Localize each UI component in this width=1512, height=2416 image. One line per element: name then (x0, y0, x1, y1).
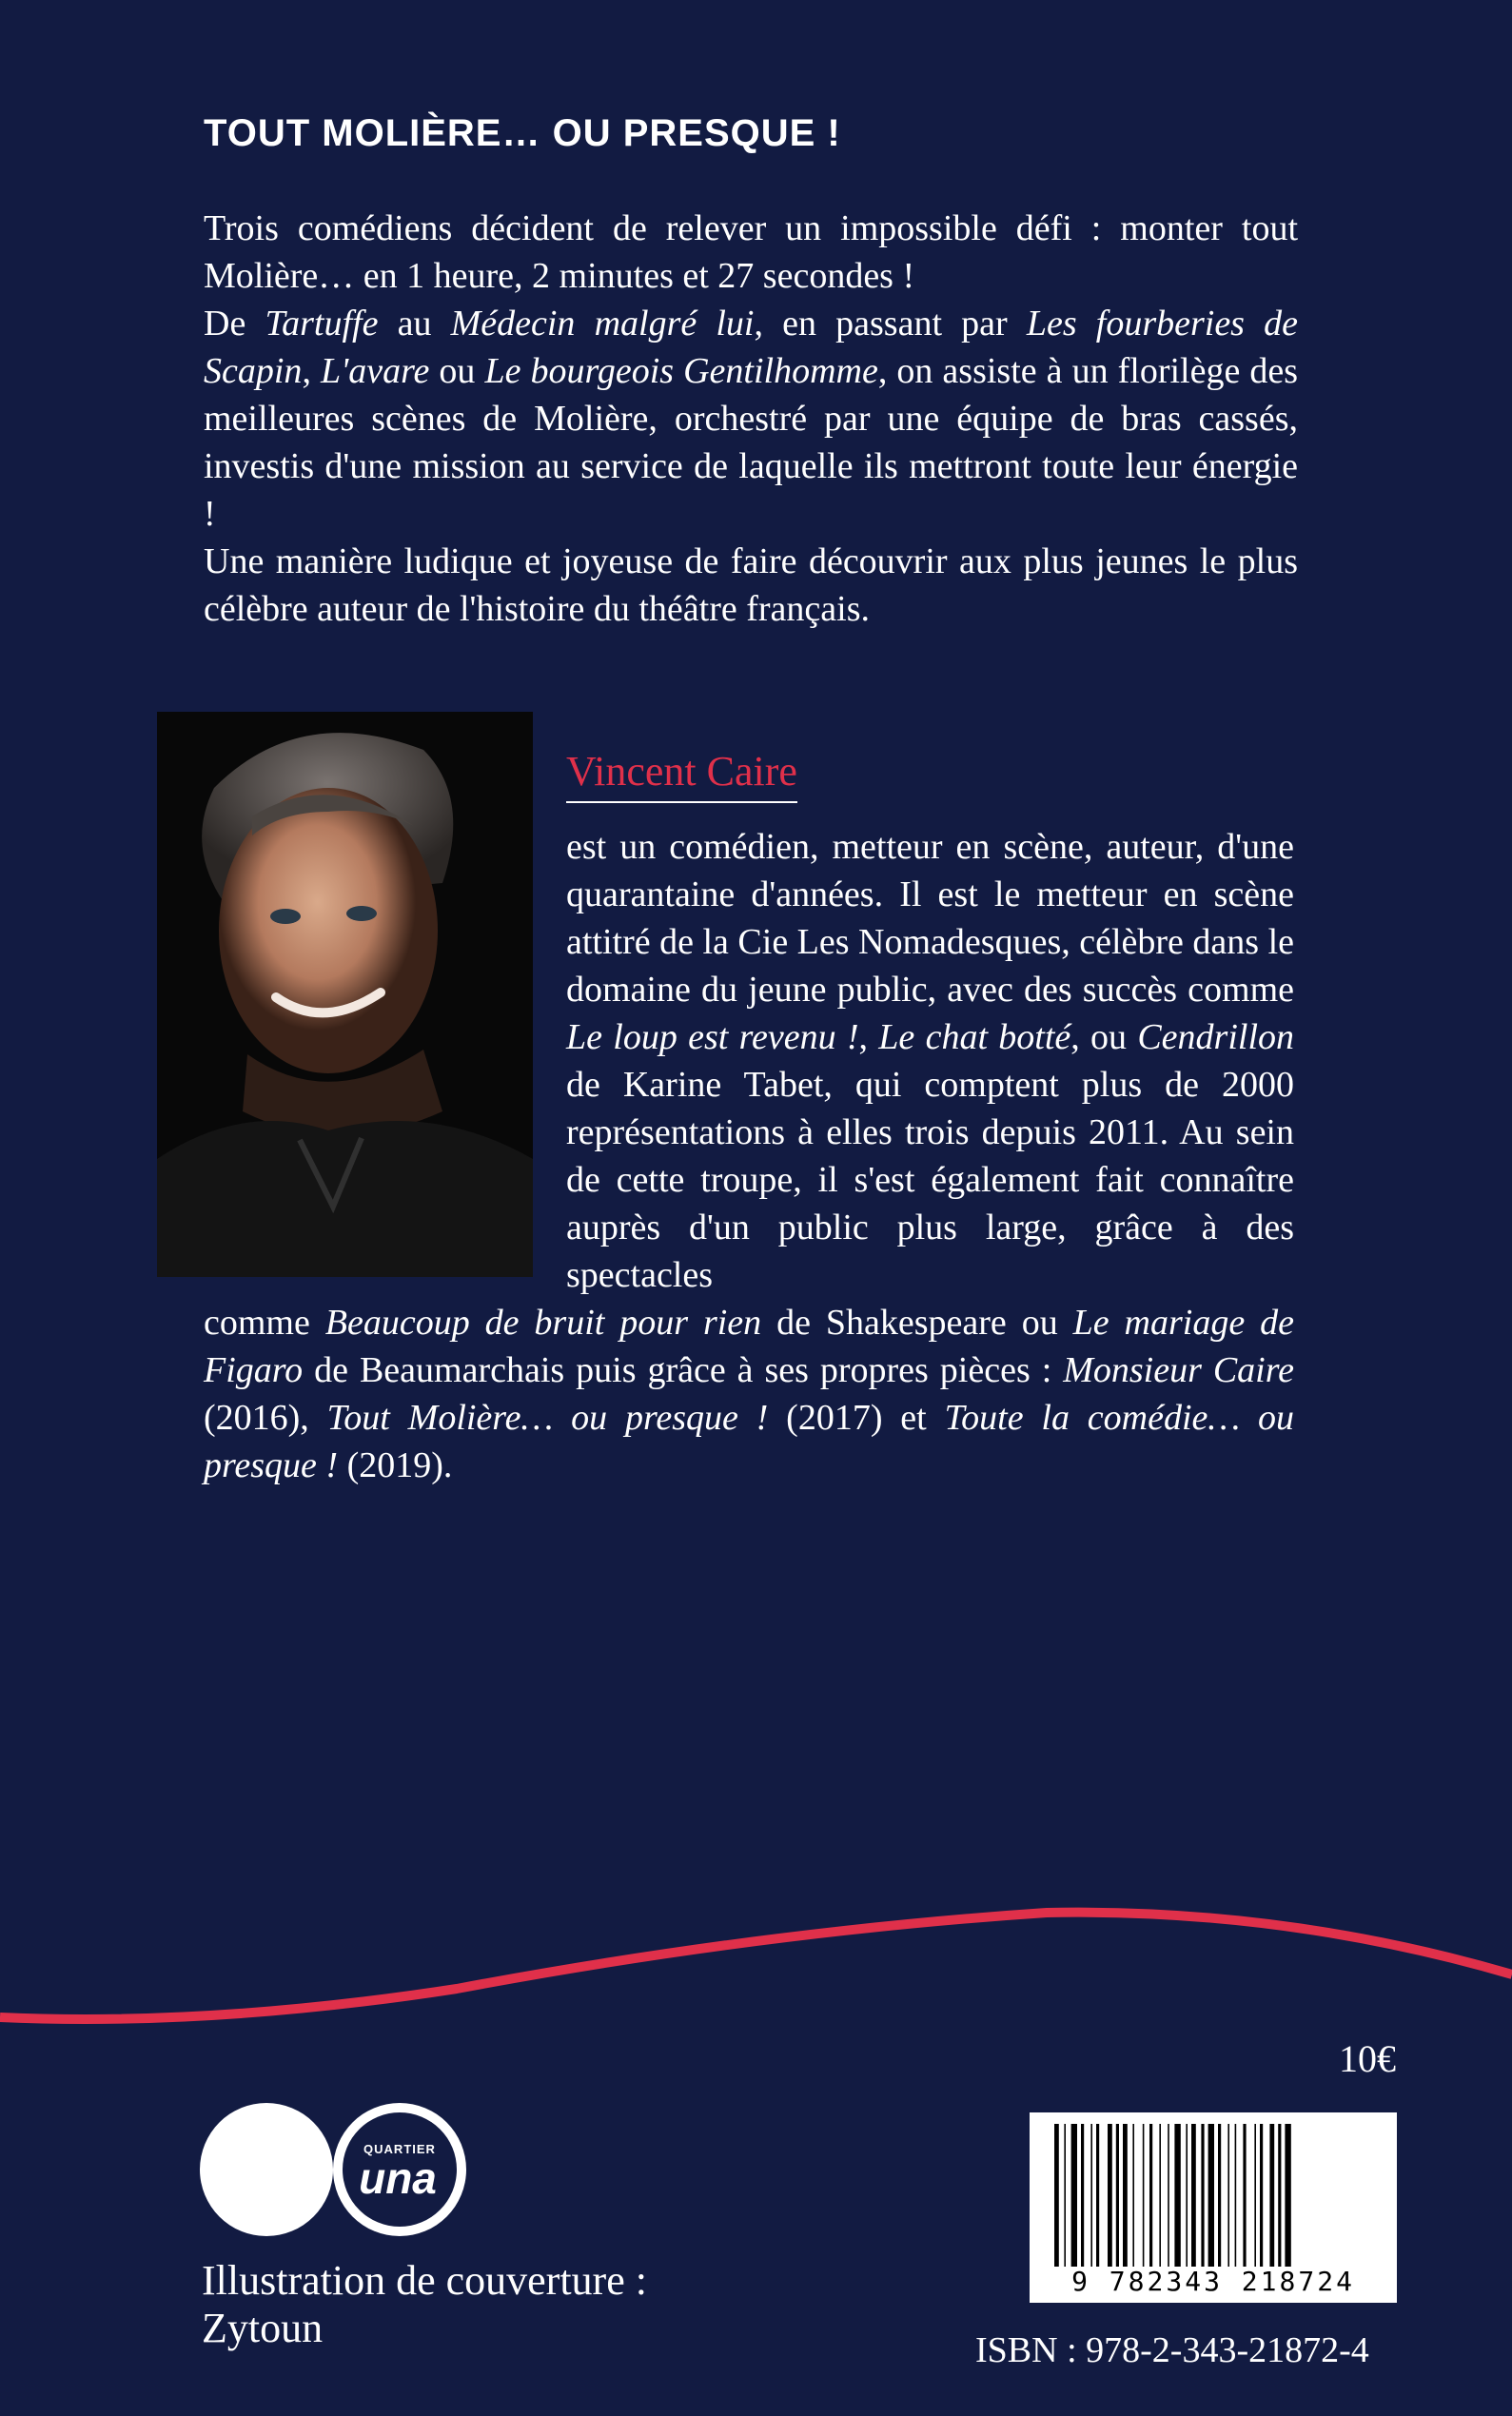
title-bourgeois: Le bourgeois Gentilhomme (484, 351, 878, 391)
title-tout: Tout Molière… ou presque ! (326, 1398, 769, 1438)
text-fragment: est un comédien, metteur en scène, auteur, d'une quarantaine d'années. Il est le metteur en scène attitré de la Cie Les Nomadesques, célèbre dans le domaine du jeune public, avec des succès comme (566, 827, 1294, 1010)
bio-paragraph (566, 823, 1294, 1299)
text-fragment: ou (429, 351, 485, 391)
price: 10€ (1339, 2037, 1396, 2080)
title-fourberies: Les fourberies de Scapin (204, 304, 1298, 391)
barcode-bar (1235, 2124, 1237, 2267)
barcode-bar (1108, 2124, 1112, 2267)
text-fragment: de Karine Tabet, qui comptent plus de 2000 représentations à elles trois depuis 2011. Au sein de cette troupe, il s'est également fait connaître auprès d'un public plus large, grâce à des spectacles (566, 1065, 1294, 1295)
logo-small-text: QUARTIER (363, 2142, 436, 2156)
barcode-bar (1201, 2124, 1204, 2267)
title-toute: Toute la comédie… ou presque ! (204, 1398, 1294, 1485)
cover-credit (202, 2257, 647, 2352)
text-fragment: comme (204, 1303, 325, 1343)
barcode-bar (1159, 2124, 1161, 2267)
barcode-bar (1116, 2124, 1119, 2267)
barcode-bar (1081, 2124, 1084, 2267)
barcode-bar (1285, 2124, 1290, 2267)
credit-author: Zytoun (202, 2305, 324, 2351)
barcode (1030, 2112, 1397, 2303)
barcode-bar (1096, 2124, 1099, 2267)
text-fragment: , en passant par (754, 304, 1027, 344)
publisher-logo (200, 2098, 485, 2246)
barcode-bar (1149, 2124, 1152, 2267)
bio-paragraph (204, 1299, 1294, 1489)
text-fragment: (2019). (338, 1445, 453, 1485)
barcode-bar (1227, 2124, 1229, 2267)
author-name: Vincent Caire (566, 747, 797, 803)
barcode-bar (1243, 2124, 1246, 2267)
barcode-bar (1208, 2124, 1214, 2267)
title-tartuffe: Tartuffe (265, 304, 379, 344)
text-fragment: (2016), (204, 1398, 327, 1438)
barcode-bar (1186, 2124, 1188, 2267)
barcode-bar (1191, 2124, 1196, 2267)
title-avare: L'avare (320, 351, 430, 391)
barcode-bar (1254, 2124, 1256, 2267)
barcode-bar (1174, 2124, 1180, 2267)
text-fragment: au (378, 304, 451, 344)
summary-paragraph: Une manière ludique et joyeuse de faire découvrir aux plus jeunes le plus célèbre auteur de l'histoire du théâtre français. (204, 541, 1298, 629)
logo-main-text: una (359, 2153, 437, 2203)
barcode-digits: 9 782343 218724 (1071, 2266, 1355, 2297)
barcode-bar (1054, 2124, 1059, 2267)
author-heading (566, 747, 797, 803)
title-monsieur: Monsieur Caire (1063, 1350, 1294, 1390)
text-fragment: , (302, 351, 321, 391)
text-fragment: , ou (1070, 1017, 1138, 1057)
isbn: ISBN : 978-2-343-21872-4 (975, 2330, 1369, 2370)
title-cendrillon: Cendrillon (1137, 1017, 1295, 1057)
title-figaro: Le mariage de Figaro (204, 1303, 1294, 1390)
summary-text (204, 205, 1298, 633)
barcode-bar (1218, 2124, 1221, 2267)
barcode-bar (1269, 2124, 1274, 2267)
barcode-bar (1143, 2124, 1145, 2267)
barcode-bar (1168, 2124, 1169, 2267)
text-fragment: De (204, 304, 265, 344)
text-fragment: de Beaumarchais puis grâce à ses propres pièces : (303, 1350, 1064, 1390)
title-beaucoup: Beaucoup de bruit pour rien (324, 1303, 762, 1343)
author-photo (157, 712, 533, 1277)
text-fragment: de Shakespeare ou (761, 1303, 1073, 1343)
barcode-bar (1260, 2124, 1263, 2267)
text-fragment: , on assiste à un florilège des meilleures scènes de Molière, orchestré par une équipe de bras cassés, investis d'une mission au service de laquelle ils mettront toute leur énergie ! (204, 351, 1299, 534)
text-fragment: , (858, 1017, 879, 1057)
credit-line: Illustration de couverture : (202, 2257, 647, 2304)
barcode-bar (1278, 2124, 1281, 2267)
decorative-wave (0, 1884, 1512, 2046)
author-bio-bottom (204, 1299, 1294, 1489)
cover-title: TOUT MOLIÈRE… OU PRESQUE ! (204, 112, 841, 154)
summary-paragraph (204, 300, 1298, 538)
barcode-bar (1132, 2124, 1134, 2267)
title-chat: Le chat botté (878, 1017, 1071, 1057)
author-bio-top (566, 823, 1294, 1299)
text-fragment: (2017) et (768, 1398, 945, 1438)
barcode-bar (1090, 2124, 1092, 2267)
title-loup: Le loup est revenu ! (566, 1017, 859, 1057)
title-medecin: Médecin malgré lui (450, 304, 755, 344)
barcode-bar (1064, 2124, 1066, 2267)
summary-paragraph: Trois comédiens décident de relever un impossible défi : monter tout Molière… en 1 heure, 2 minutes et 27 secondes ! (204, 208, 1298, 296)
barcode-bar (1071, 2124, 1077, 2267)
author-portrait-image (157, 712, 533, 1277)
barcode-bar (1123, 2124, 1128, 2267)
